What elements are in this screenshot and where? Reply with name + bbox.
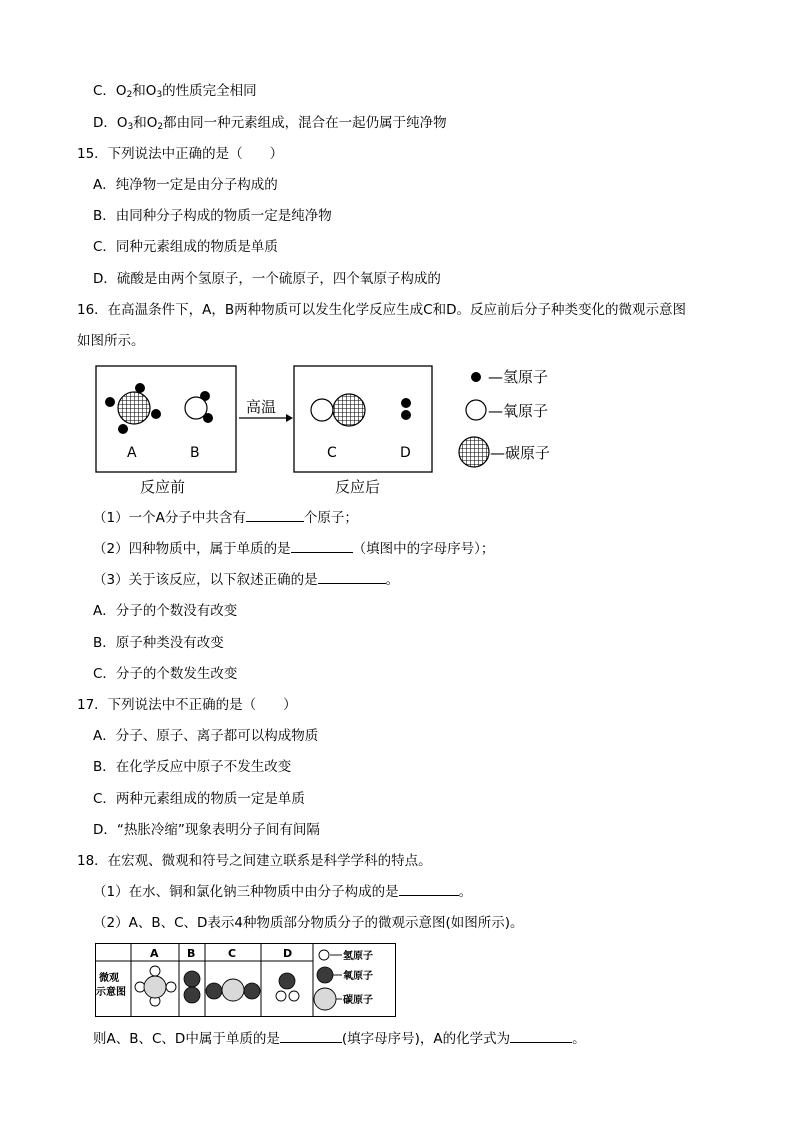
- legend-carbon: —碳原子: [490, 444, 551, 462]
- molecule-b: [184, 971, 200, 1003]
- q15-option-c: C．同种元素组成的物质是单质: [93, 239, 278, 255]
- molecule-c: [311, 394, 365, 426]
- q17-option-c: C．两种元素组成的物质一定是单质: [93, 791, 305, 807]
- molecule-a: [135, 966, 176, 1006]
- molecule-d: [401, 398, 411, 420]
- legend-oxygen: 氧原子: [343, 971, 373, 982]
- q15-option-d: D．硫酸是由两个氢原子，一个硫原子，四个氧原子构成的: [93, 271, 441, 287]
- caption-after: 反应后: [335, 478, 381, 496]
- legend-oxygen: —氧原子: [488, 402, 549, 420]
- head-b: B: [187, 947, 196, 960]
- q14-option-d: D．$O_3$和$O_2$都由同一种元素组成，混合在一起仍属于纯净物: [93, 115, 447, 132]
- legend-carbon-icon: [459, 437, 489, 467]
- answer-blank[interactable]: [280, 1030, 342, 1043]
- caption-before: 反应前: [140, 478, 186, 496]
- q16-stem-line1: 16．在高温条件下，A，B两种物质可以发生化学反应生成C和D。反应前后分子种类变化的微观示意图: [77, 302, 686, 318]
- q16-sub3: （3）关于该反应，以下叙述正确的是 。: [93, 572, 400, 588]
- legend-oxygen-icon: [317, 967, 333, 983]
- label-a: A: [127, 445, 137, 461]
- before-box: [96, 366, 236, 472]
- answer-blank[interactable]: [318, 571, 386, 584]
- label-c: C: [327, 445, 337, 461]
- q17-option-b: B．在化学反应中原子不发生改变: [93, 759, 292, 775]
- head-a: A: [150, 947, 159, 960]
- q18-stem: 18．在宏观、微观和符号之间建立联系是科学学科的特点。: [77, 853, 432, 869]
- q16-reaction-figure: [90, 360, 580, 500]
- molecule-b: [185, 391, 213, 423]
- q15-stem: 15．下列说法中正确的是（ ）: [77, 146, 284, 162]
- molecule-d: [276, 973, 299, 1001]
- legend-carbon: 碳原子: [343, 995, 373, 1006]
- q16-sub1: （1）一个A分子中共含有 个原子；: [93, 510, 358, 526]
- legend-hydrogen-icon: [471, 372, 481, 382]
- answer-blank[interactable]: [399, 883, 459, 896]
- q16-option-c: C．分子的个数发生改变: [93, 666, 238, 682]
- q16-sub2: （2）四种物质中，属于单质的是 （填图中的字母序号）；: [93, 541, 495, 557]
- label-b: B: [190, 445, 200, 461]
- q17-option-d: D．“热胀冷缩”现象表明分子间有间隔: [93, 822, 320, 838]
- row-label-2: 示意图: [96, 987, 126, 998]
- q14-option-c: C．$O_2$和$O_3$的性质完全相同: [93, 83, 257, 100]
- q18-sub1: （1）在水、铜和氯化钠三种物质中由分子构成的是 。: [93, 884, 473, 900]
- q18-final: 则A、B、C、D中属于单质的是 (填字母序号)，A的化学式为 。: [93, 1031, 586, 1047]
- q15-option-b: B．由同种分子构成的物质一定是纯净物: [93, 208, 332, 224]
- arrow-head-icon: [286, 414, 293, 422]
- molecule-a: [105, 383, 161, 434]
- head-c: C: [228, 947, 237, 960]
- arrow-label: 高温: [246, 398, 277, 416]
- q17-stem: 17．下列说法中不正确的是（ ）: [77, 697, 297, 713]
- legend-hydrogen: 氢原子: [343, 951, 373, 962]
- q16-option-a: A．分子的个数没有改变: [93, 603, 238, 619]
- q16-option-b: B．原子种类没有改变: [93, 635, 224, 651]
- answer-blank[interactable]: [291, 540, 353, 553]
- head-d: D: [283, 947, 293, 960]
- answer-blank[interactable]: [246, 509, 304, 522]
- answer-blank[interactable]: [510, 1030, 572, 1043]
- q16-stem-line2: 如图所示。: [77, 333, 145, 349]
- q18-molecule-table: [95, 943, 397, 1019]
- legend-hydrogen: —氢原子: [488, 368, 549, 386]
- legend-hydrogen-icon: [319, 950, 329, 960]
- q18-sub2: （2）A、B、C、D表示4种物质部分物质分子的微观示意图(如图所示)。: [93, 915, 524, 931]
- row-label-1: 微观: [99, 973, 119, 984]
- label-d: D: [400, 445, 411, 461]
- legend-oxygen-icon: [466, 400, 486, 420]
- molecule-c: [206, 979, 260, 1001]
- legend-carbon-icon: [314, 988, 336, 1010]
- q17-option-a: A．分子、原子、离子都可以构成物质: [93, 728, 319, 744]
- q15-option-a: A．纯净物一定是由分子构成的: [93, 177, 278, 193]
